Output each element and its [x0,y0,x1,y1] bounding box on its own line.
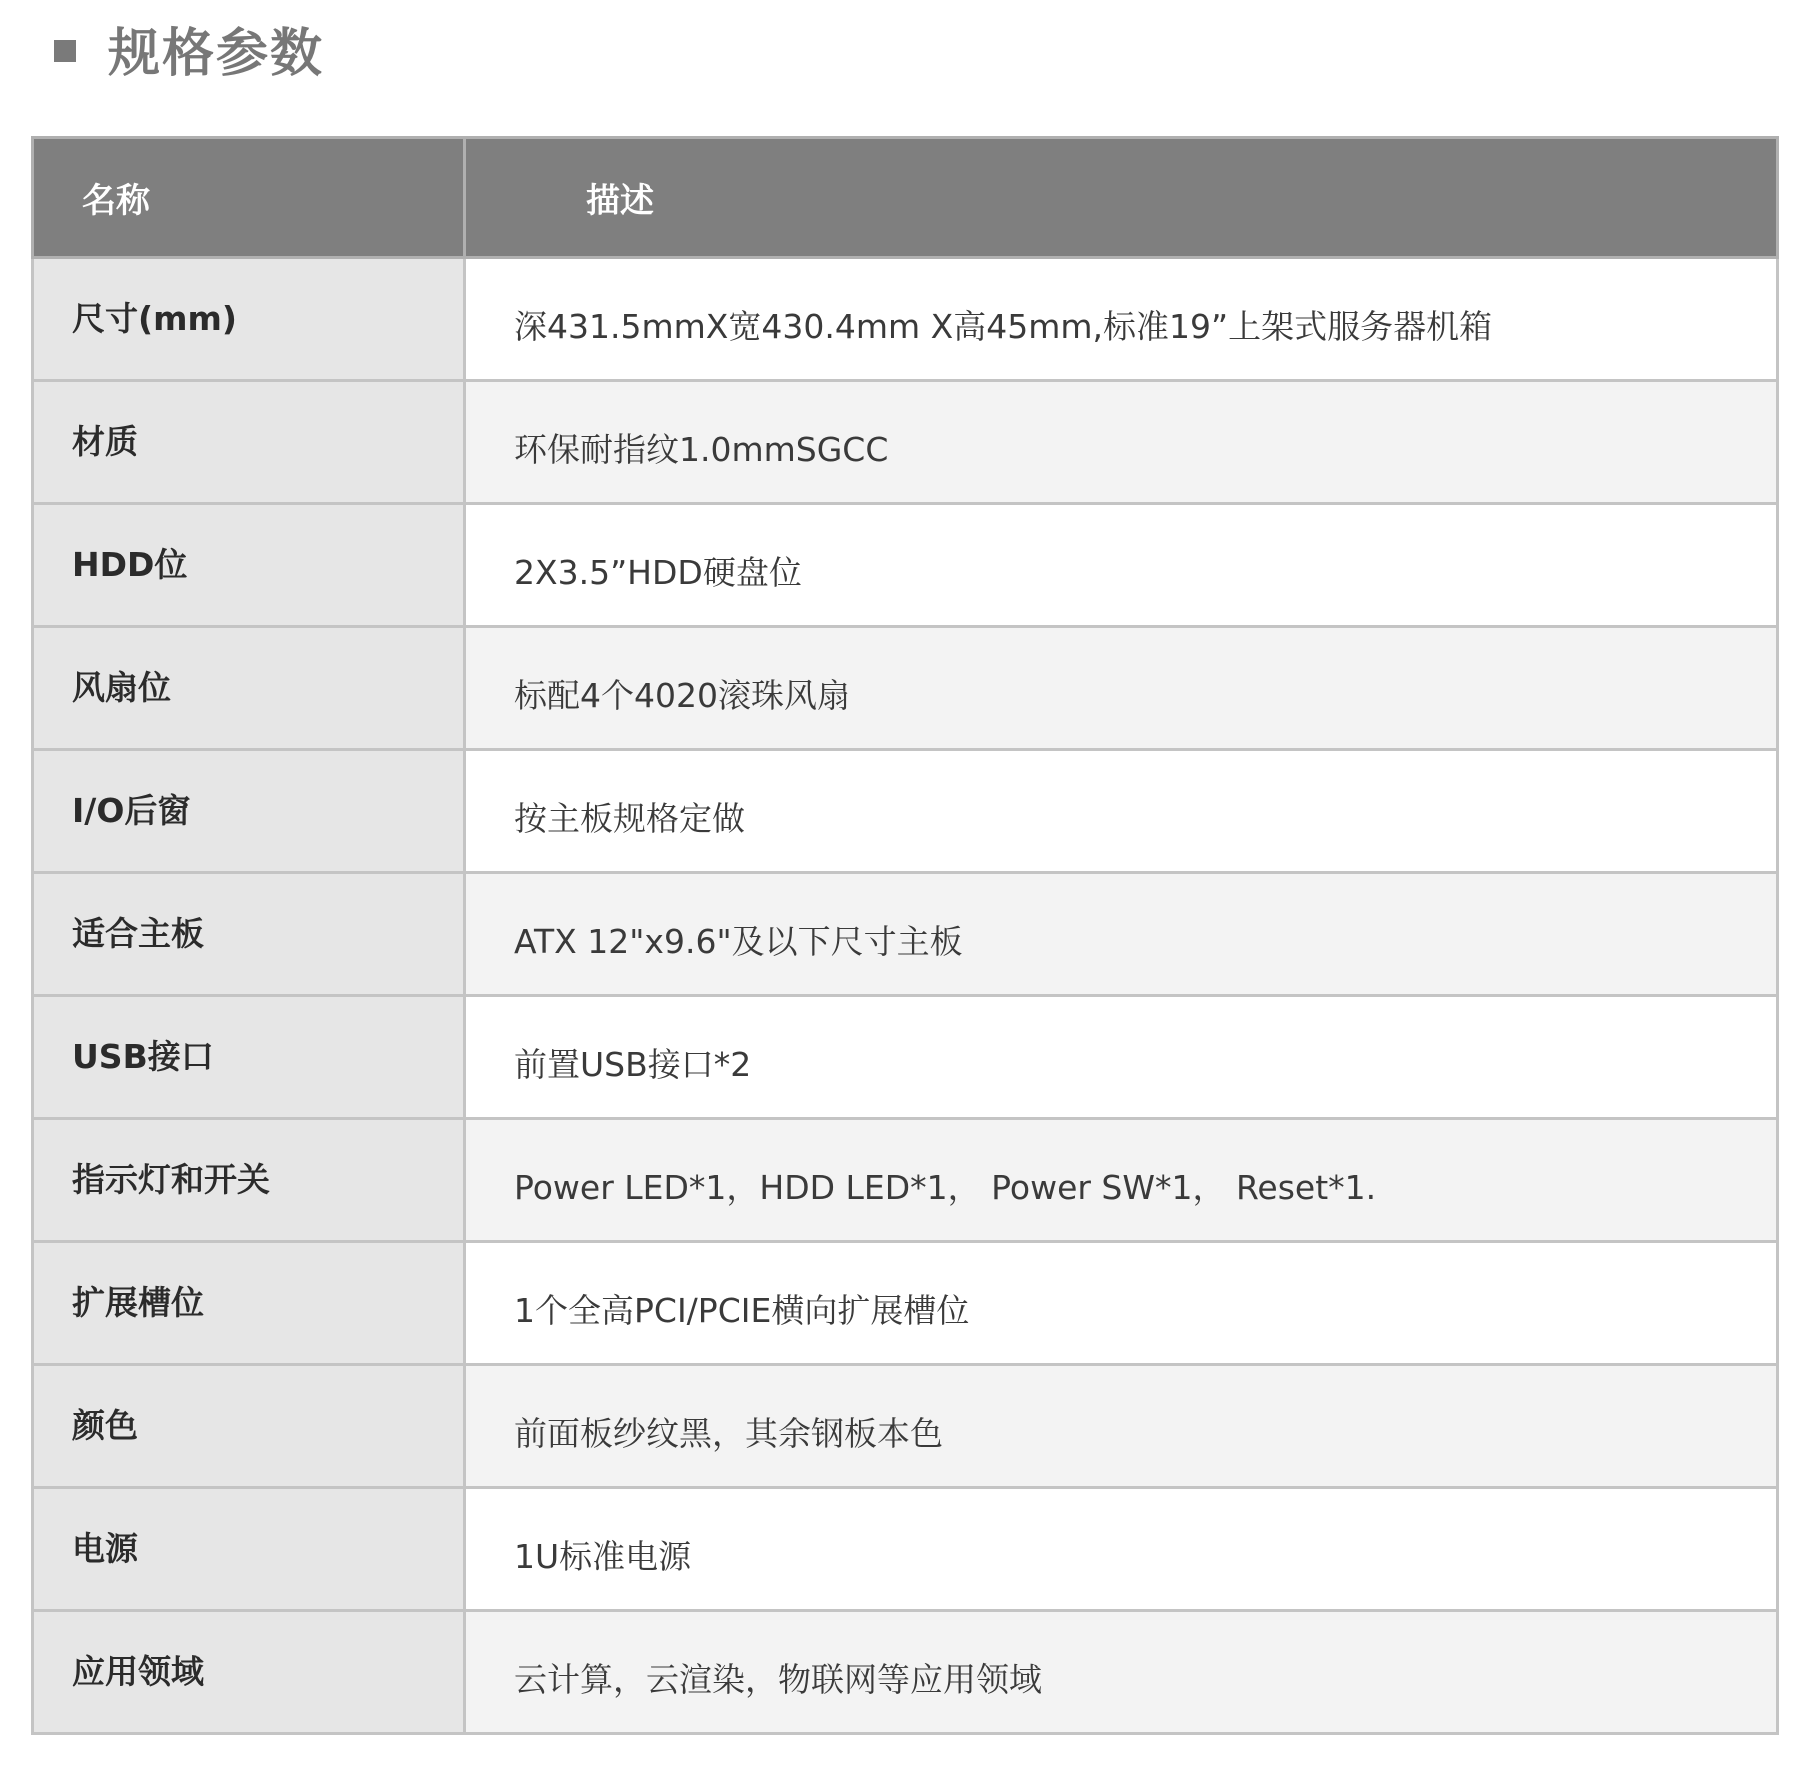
table-row [33,381,1778,504]
table-header-row [33,138,1778,258]
column-header-name: 名称 [33,138,465,258]
row-name: 应用领域 [33,1611,465,1734]
section-title: 规格参数 [108,23,325,84]
table-row [33,1488,1778,1611]
table-row [33,1611,1778,1734]
table-row [33,627,1778,750]
row-name: 电源 [33,1488,465,1611]
table-row [33,750,1778,873]
row-description: 前置USB接口*2 [465,996,1778,1119]
row-description: 2X3.5”HDD硬盘位 [465,504,1778,627]
column-header-description: 描述 [465,138,1778,258]
table-row [33,1119,1778,1242]
row-description: 前面板纱纹黑，其余钢板本色 [465,1365,1778,1488]
row-name: 扩展槽位 [33,1242,465,1365]
row-name: I/O后窗 [33,750,465,873]
row-description: 按主板规格定做 [465,750,1778,873]
row-description: 标配4个4020滚珠风扇 [465,627,1778,750]
row-name: 材质 [33,381,465,504]
spec-table [31,136,1779,1735]
table-row [33,873,1778,996]
row-name: USB接口 [33,996,465,1119]
table-row [33,258,1778,381]
row-description: ATX 12"x9.6"及以下尺寸主板 [465,873,1778,996]
row-name: 适合主板 [33,873,465,996]
table-row [33,996,1778,1119]
square-bullet-icon [54,40,76,62]
row-description: 1U标准电源 [465,1488,1778,1611]
row-description: 环保耐指纹1.0mmSGCC [465,381,1778,504]
row-name: 风扇位 [33,627,465,750]
table-row [33,1242,1778,1365]
row-description: Power LED*1，HDD LED*1， Power SW*1， Reset*1. [465,1119,1778,1242]
row-description: 1个全高PCI/PCIE横向扩展槽位 [465,1242,1778,1365]
row-description: 云计算，云渲染，物联网等应用领域 [465,1611,1778,1734]
row-name: HDD位 [33,504,465,627]
row-description: 深431.5mmX宽430.4mm X高45mm,标准19”上架式服务器机箱 [465,258,1778,381]
table-row [33,1365,1778,1488]
section-heading [54,8,324,88]
row-name: 颜色 [33,1365,465,1488]
table-row [33,504,1778,627]
row-name: 指示灯和开关 [33,1119,465,1242]
row-name: 尺寸(mm) [33,258,465,381]
